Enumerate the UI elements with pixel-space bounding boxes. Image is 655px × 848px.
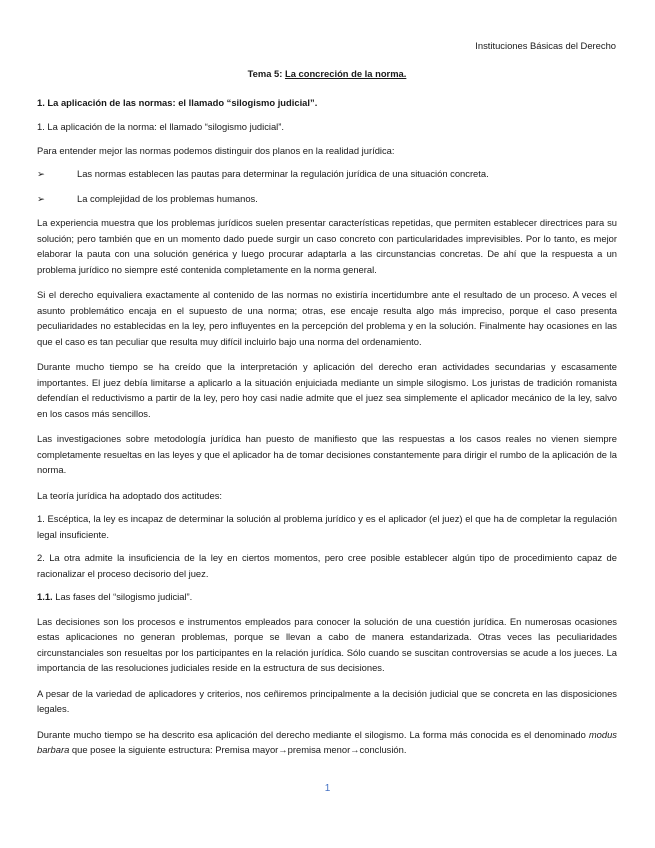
section-heading-1-1 bbox=[37, 589, 617, 605]
paragraph-12-italic: modus barbara bbox=[37, 728, 617, 755]
paragraph-3: La experiencia muestra que los problemas jurídicos suelen presentar características repetidas, que permiten establecer directrices para su solución; pero también que en un momento dado puede surgir un caso concreto con particularidades imprevisibles. Por lo tanto, es mejor elaborar la pauta con una solución genérica y luego procurar adaptarla a las circunstancias concretas. De ahí que la respuesta a un problema jurídico no siempre esté contenida completamente en la norma general. bbox=[37, 217, 617, 275]
arrow-bullet-icon: ➢ bbox=[37, 168, 45, 179]
title-underlined: La concreción de la norma. bbox=[284, 68, 407, 79]
bullet-text: La complejidad de los problemas humanos. bbox=[77, 192, 258, 204]
running-header: Instituciones Básicas del Derecho bbox=[475, 40, 616, 51]
section-number: 1.1. bbox=[37, 591, 53, 602]
paragraph-10: Las decisiones son los procesos e instrumentos empleados para conocer la solución de una cuestión jurídica. En numerosas ocasiones estas aplicaciones no generan problemas, porque se llevan a cabo de manera estandarizada. Otras veces las peculiaridades circunstanciales son resueltas por los participantes en la relación jurídica. Sólo cuando se suscitan controversias se acude a los jueces. La importancia de las resoluciones judiciales reside en la estructura de sus decisiones. bbox=[37, 615, 617, 673]
page-title bbox=[37, 66, 617, 82]
paragraph-2: Para entender mejor las normas podemos distinguir dos planos en la realidad jurídica: bbox=[37, 144, 395, 156]
paragraph-11: A pesar de la variedad de aplicadores y criterios, nos ceñiremos principalmente a la decisión judicial que se concreta en las disposiciones legales. bbox=[37, 687, 617, 714]
paragraph-12 bbox=[37, 727, 617, 758]
paragraph-8: 1. Escéptica, la ley es incapaz de determinar la solución al problema jurídico y es el aplicador (el juez) el que ha de completar la regulación legal insuficiente. bbox=[37, 513, 617, 540]
bullet-text: Las normas establecen las pautas para determinar la regulación jurídica de una situación concreta. bbox=[77, 168, 489, 179]
bullet-item bbox=[37, 191, 617, 207]
paragraph-5: Durante mucho tiempo se ha creído que la interpretación y aplicación del derecho eran actividades secundarias y escasamente importantes. El juez debía limitarse a aplicarlo a la situación enjuiciada mediante un simple silogismo. Los juristas de tradición romanista defendían el reductivismo a partir de la ley, pero hoy casi nadie admite que el juez sea simplemente el aplicador mecánico de la ley, salvo en los casos más sencillos. bbox=[37, 361, 617, 419]
arrow-bullet-icon: ➢ bbox=[37, 192, 45, 204]
section-title: Las fases del “silogismo judicial”. bbox=[52, 591, 193, 602]
paragraph-9: 2. La otra admite la insuficiencia de la ley en ciertos momentos, pero cree posible establecer algún tipo de procedimiento capaz de racionalizar el proceso decisorio del juez. bbox=[37, 552, 617, 579]
paragraph-6: Las investigaciones sobre metodología jurídica han puesto de manifiesto que las respuestas a los casos reales no vienen siempre completamente resueltas en las leyes y que el aplicador ha de tomar decisiones constantemente para dirigir el rumbo de la aplicación de la norma. bbox=[37, 433, 617, 475]
paragraph-4: Si el derecho equivaliera exactamente al contenido de las normas no existiría incertidumbre ante el resultado de un proceso. A veces el asunto problemático encaja en el supuesto de una norma; otras, ese encaje resulta algo más impreciso, porque el caso presenta peculiaridades no establecidas en la ley, pero influyentes en la percepción del problema y en la solución. Finalmente hay ocasiones en las que el caso es tan peculiar que resulta muy difícil incluirlo bajo una norma del ordenamiento. bbox=[37, 289, 617, 347]
paragraph-12-start: Durante mucho tiempo se ha descrito esa aplicación del derecho mediante el silogismo. La forma más conocida es el denominado bbox=[37, 728, 589, 740]
section-heading-1: 1. La aplicación de las normas: el llamado “silogismo judicial”. bbox=[37, 96, 318, 108]
page-number: 1 bbox=[324, 783, 331, 794]
paragraph-7: La teoría jurídica ha adoptado dos actitudes: bbox=[37, 489, 223, 501]
paragraph-1: 1. La aplicación de la norma: el llamado “silogismo judicial”. bbox=[37, 121, 284, 132]
paragraph-12-end: que posee la siguiente estructura: Premisa mayor→premisa menor→conclusión. bbox=[69, 744, 407, 755]
title-prefix: Tema 5: bbox=[247, 68, 285, 79]
bullet-item bbox=[37, 166, 617, 182]
page-content bbox=[37, 66, 617, 766]
